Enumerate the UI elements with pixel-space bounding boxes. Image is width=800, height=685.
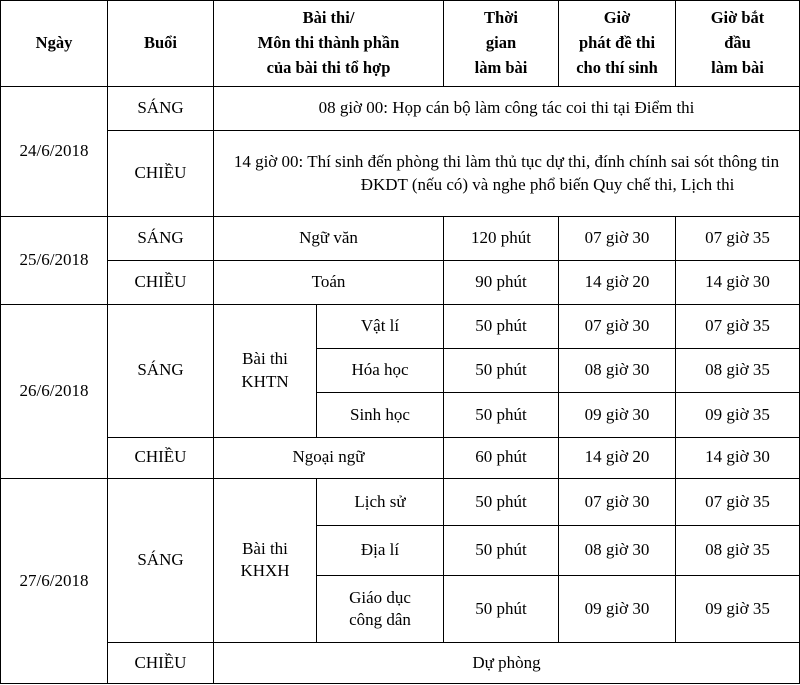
issue-time-cell: 08 giờ 30 [559, 349, 676, 393]
start-time-cell: 08 giờ 35 [676, 349, 800, 393]
subject-cell: Lịch sử [317, 478, 444, 525]
duration-cell: 90 phút [444, 260, 559, 304]
header-ngay: Ngày [1, 1, 108, 87]
session-cell: SÁNG [108, 217, 214, 260]
duration-cell: 50 phút [444, 304, 559, 348]
start-time-cell: 14 giờ 30 [676, 260, 800, 304]
duration-cell: 50 phút [444, 349, 559, 393]
table-row [1, 217, 800, 260]
header-start-time: Giờ bắt đầu làm bài [676, 1, 800, 87]
start-time-cell: 07 giờ 35 [676, 304, 800, 348]
table-row [1, 130, 800, 217]
table-row [1, 437, 800, 478]
subject-cell: Toán [214, 260, 444, 304]
header-duration: Thời gian làm bài [444, 1, 559, 87]
duration-cell: 50 phút [444, 393, 559, 437]
note-cell: 08 giờ 00: Họp cán bộ làm công tác coi thi tại Điểm thi [214, 86, 800, 130]
group-cell: Bài thi KHXH [214, 478, 317, 642]
issue-time-cell: 07 giờ 30 [559, 217, 676, 260]
subject-cell: Sinh học [317, 393, 444, 437]
group-cell: Bài thi KHTN [214, 304, 317, 437]
start-time-cell: 09 giờ 35 [676, 393, 800, 437]
table-row [1, 478, 800, 525]
start-time-cell: 07 giờ 35 [676, 478, 800, 525]
duration-cell: 60 phút [444, 437, 559, 478]
issue-time-cell: 07 giờ 30 [559, 478, 676, 525]
start-time-cell: 14 giờ 30 [676, 437, 800, 478]
note-cell: Dự phòng [214, 642, 800, 683]
session-cell: CHIỀU [108, 130, 214, 217]
date-cell: 24/6/2018 [1, 86, 108, 217]
start-time-cell: 07 giờ 35 [676, 217, 800, 260]
subject-cell: Giáo dục công dân [317, 576, 444, 642]
session-cell: SÁNG [108, 304, 214, 437]
duration-cell: 120 phút [444, 217, 559, 260]
issue-time-cell: 07 giờ 30 [559, 304, 676, 348]
note-cell [214, 130, 800, 217]
duration-cell: 50 phút [444, 576, 559, 642]
subject-cell: Ngoại ngữ [214, 437, 444, 478]
session-cell: CHIỀU [108, 642, 214, 683]
issue-time-cell: 14 giờ 20 [559, 260, 676, 304]
note-text: 14 giờ 00: Thí sinh đến phòng thi làm thủ tục dự thi, đính chính sai sót thông tin ĐKDT (nếu có) và nghe phổ biến Quy chế thi, Lịch thi [233, 152, 780, 194]
duration-cell: 50 phút [444, 526, 559, 576]
header-buoi: Buổi [108, 1, 214, 87]
subject-cell: Vật lí [317, 304, 444, 348]
table-row [1, 260, 800, 304]
table-row [1, 304, 800, 348]
header-issue-time: Giờ phát đề thi cho thí sinh [559, 1, 676, 87]
session-cell: SÁNG [108, 86, 214, 130]
date-cell: 25/6/2018 [1, 217, 108, 305]
header-subject: Bài thi/ Môn thi thành phần của bài thi tổ hợp [214, 1, 444, 87]
date-cell: 27/6/2018 [1, 478, 108, 683]
subject-cell: Hóa học [317, 349, 444, 393]
duration-cell: 50 phút [444, 478, 559, 525]
date-cell: 26/6/2018 [1, 304, 108, 478]
subject-cell: Địa lí [317, 526, 444, 576]
issue-time-cell: 14 giờ 20 [559, 437, 676, 478]
issue-time-cell: 09 giờ 30 [559, 393, 676, 437]
header-row [1, 1, 800, 87]
start-time-cell: 08 giờ 35 [676, 526, 800, 576]
subject-cell: Ngữ văn [214, 217, 444, 260]
start-time-cell: 09 giờ 35 [676, 576, 800, 642]
issue-time-cell: 09 giờ 30 [559, 576, 676, 642]
issue-time-cell: 08 giờ 30 [559, 526, 676, 576]
table-row [1, 86, 800, 130]
table-row [1, 642, 800, 683]
session-cell: CHIỀU [108, 260, 214, 304]
session-cell: CHIỀU [108, 437, 214, 478]
session-cell: SÁNG [108, 478, 214, 642]
